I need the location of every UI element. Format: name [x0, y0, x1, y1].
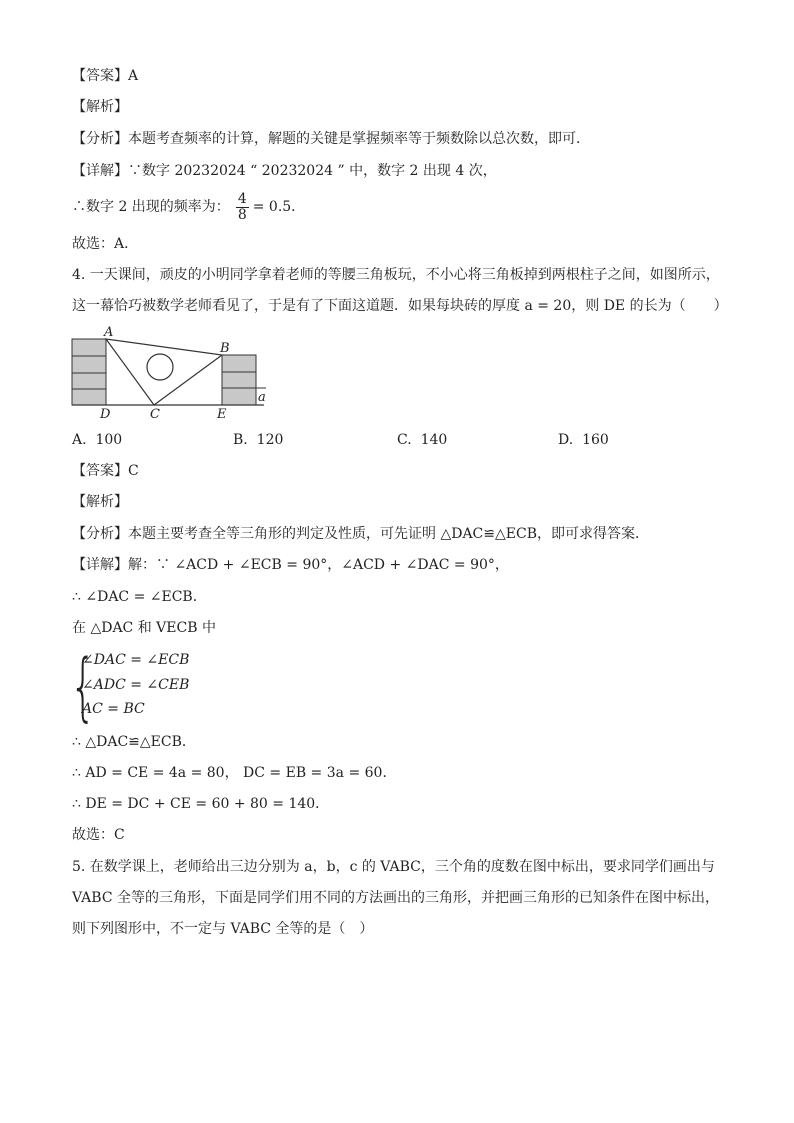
left-brick-column	[72, 339, 106, 405]
fraction-numerator: 4	[237, 190, 247, 207]
system-line-1: ∠DAC = ∠ECB	[82, 652, 190, 668]
right-brick-column	[222, 355, 256, 405]
q5-line3: 则下列图形中，不一定与 VABC 全等的是（ ）	[72, 921, 374, 937]
q4-answer-line	[72, 461, 139, 481]
fenxi-tag: 【分析】	[72, 526, 128, 542]
fenxi-text: 本题考查频率的计算，解题的关键是掌握频率等于频数除以总次数，即可．	[128, 131, 590, 147]
answer-tag: 【答案】	[72, 68, 128, 84]
triangle-acb	[106, 339, 222, 405]
option-value: 120	[256, 432, 284, 448]
q4-option-b	[233, 430, 283, 450]
option-letter: C.	[397, 432, 412, 448]
right-brick-3	[222, 388, 256, 405]
q4-option-c	[397, 430, 447, 450]
detail-tag: 【详解】	[72, 163, 128, 179]
detail-text: 解：∵ ∠ACD + ∠ECB = 90°，∠ACD + ∠DAC = 90°，	[128, 557, 509, 573]
q4-choice: 故选：C	[72, 827, 125, 843]
right-brick-1	[222, 355, 256, 372]
fenxi-text: 本题主要考查全等三角形的判定及性质，可先证明 △DAC≌△ECB，即可求得答案．	[128, 526, 649, 542]
q4-step4: ∴ AD = CE = 4a = 80， DC = EB = 3a = 60．	[72, 765, 397, 781]
option-value: 160	[582, 432, 609, 448]
left-brick-1	[72, 339, 106, 356]
q3-choice: 故选：A．	[72, 236, 139, 252]
system-brace: {	[70, 644, 96, 730]
q4-step2: 在 △DAC 和 VECB 中	[72, 620, 216, 636]
option-letter: D.	[558, 432, 574, 448]
option-value: 140	[420, 432, 448, 448]
q4-fenxi-line	[72, 524, 649, 544]
q4-step5: ∴ DE = DC + CE = 60 + 80 = 140．	[72, 796, 330, 812]
frequency-prefix: ∴数字 2 出现的频率为：	[72, 199, 230, 215]
right-brick-2	[222, 372, 256, 388]
q4-question-line1: 4. 一天课间，顽皮的小明同学拿着老师的等腰三角板玩，不小心将三角板掉到两根柱子之间，如图所示，	[72, 267, 720, 283]
detail-tag: 【详解】	[72, 557, 128, 573]
q5-line2: VABC 全等的三角形，下面是同学们用不同的方法画出的三角形，并把画三角形的已知条件在图中标出，	[72, 890, 719, 906]
q4-step3: ∴ △DAC≌△ECB．	[72, 734, 196, 750]
left-brick-3	[72, 373, 106, 389]
left-brick-4	[72, 389, 106, 405]
answer-tag: 【答案】	[72, 463, 128, 479]
q4-step1: ∴ ∠DAC = ∠ECB．	[72, 589, 207, 605]
label-brick-a: a	[258, 390, 266, 405]
label-e: E	[217, 407, 227, 422]
label-a: A	[104, 325, 114, 340]
label-d: D	[100, 407, 111, 422]
label-c: C	[150, 407, 160, 422]
fenxi-tag: 【分析】	[72, 131, 128, 147]
q4-question-line2: 这一幕恰巧被数学老师看见了，于是有了下面这道题．如果每块砖的厚度 a = 20，则 DE 的长为（ ）	[72, 298, 728, 314]
system-line-3: AC = BC	[82, 701, 145, 717]
option-value: 100	[95, 432, 123, 448]
label-b: B	[220, 341, 230, 356]
triangle-hole	[147, 354, 173, 380]
option-letter: A.	[72, 432, 87, 448]
q3-analysis-tag: 【解析】	[72, 99, 128, 115]
detail-text: ∵数字 20232024 “ 20232024 ” 中，数字 2 出现 4 次，	[128, 163, 497, 179]
answer-value: A	[128, 68, 139, 84]
system-line-2: ∠ADC = ∠CEB	[82, 677, 190, 693]
left-brick-2	[72, 356, 106, 373]
q4-option-a	[72, 430, 122, 450]
q4-detail-line	[72, 555, 509, 575]
fraction-denominator: 8	[237, 206, 247, 223]
q5-line1: 5. 在数学课上，老师给出三边分别为 a，b，c 的 VABC，三个角的度数在图中标出，要求同学们画出与	[72, 859, 715, 875]
q4-option-d	[558, 430, 609, 450]
fraction-result: = 0.5．	[252, 199, 306, 215]
option-letter: B.	[233, 432, 248, 448]
q4-analysis-tag: 【解析】	[72, 494, 128, 510]
answer-value: C	[128, 463, 139, 479]
